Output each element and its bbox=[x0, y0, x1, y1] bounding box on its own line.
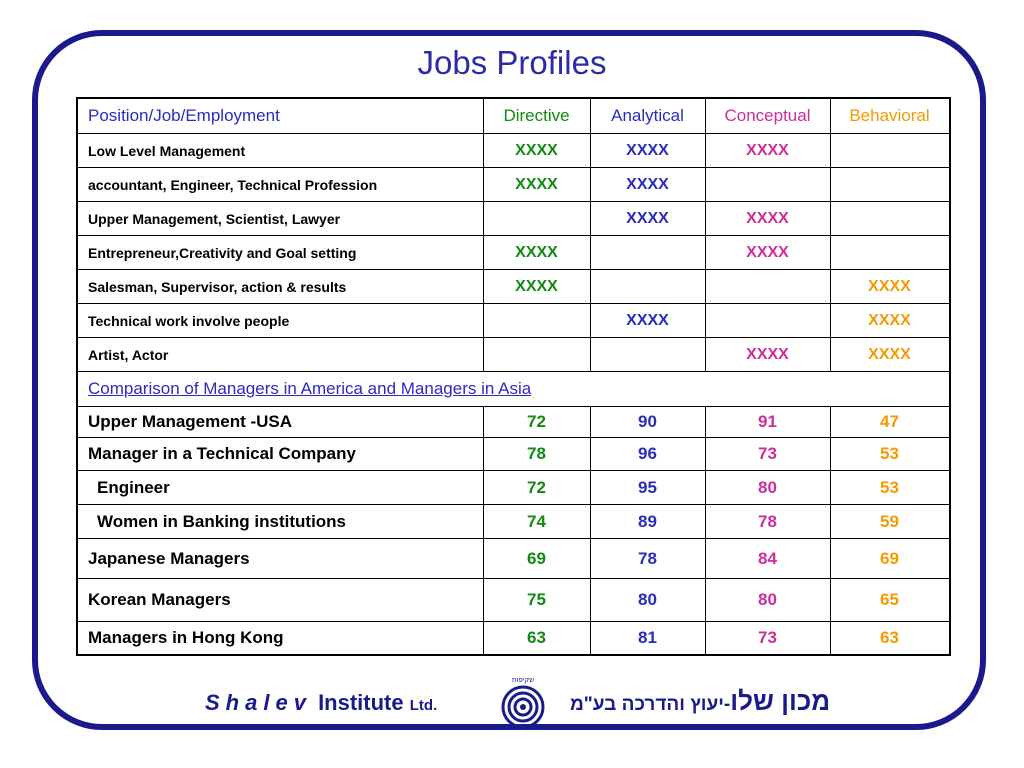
comparison-row bbox=[77, 407, 950, 438]
shalev-logo-icon bbox=[497, 674, 549, 730]
comparison-cell-analytical: 80 bbox=[590, 579, 705, 622]
brand-institute: Institute bbox=[318, 690, 404, 715]
comparison-cell-conceptual: 80 bbox=[705, 579, 830, 622]
comparison-row bbox=[77, 579, 950, 622]
comparison-cell-analytical: 78 bbox=[590, 539, 705, 579]
logo-text: שקיפות bbox=[511, 676, 535, 684]
comparison-cell-directive: 74 bbox=[483, 505, 590, 539]
comparison-label: Manager in a Technical Company bbox=[77, 438, 483, 471]
comparison-cell-directive: 69 bbox=[483, 539, 590, 579]
profile-cell-conceptual bbox=[705, 270, 830, 304]
comparison-cell-behavioral: 65 bbox=[830, 579, 950, 622]
profile-row bbox=[77, 304, 950, 338]
header-conceptual: Conceptual bbox=[705, 98, 830, 134]
comparison-cell-behavioral: 69 bbox=[830, 539, 950, 579]
comparison-cell-directive: 63 bbox=[483, 622, 590, 655]
comparison-cell-conceptual: 80 bbox=[705, 471, 830, 505]
section-row bbox=[77, 372, 950, 407]
comparison-cell-directive: 72 bbox=[483, 407, 590, 438]
comparison-row bbox=[77, 539, 950, 579]
comparison-label: Upper Management -USA bbox=[77, 407, 483, 438]
header-directive: Directive bbox=[483, 98, 590, 134]
comparison-cell-analytical: 89 bbox=[590, 505, 705, 539]
comparison-cell-directive: 75 bbox=[483, 579, 590, 622]
profile-cell-analytical: XXXX bbox=[590, 168, 705, 202]
header-analytical: Analytical bbox=[590, 98, 705, 134]
comparison-cell-directive: 78 bbox=[483, 438, 590, 471]
profile-label: Upper Management, Scientist, Lawyer bbox=[77, 202, 483, 236]
profile-cell-directive bbox=[483, 304, 590, 338]
profile-cell-behavioral: XXXX bbox=[830, 270, 950, 304]
profile-cell-analytical: XXXX bbox=[590, 304, 705, 338]
comparison-cell-analytical: 96 bbox=[590, 438, 705, 471]
comparison-row bbox=[77, 622, 950, 655]
profile-cell-analytical bbox=[590, 338, 705, 372]
profile-cell-behavioral: XXXX bbox=[830, 304, 950, 338]
comparison-cell-behavioral: 63 bbox=[830, 622, 950, 655]
profile-row bbox=[77, 202, 950, 236]
comparison-label: Women in Banking institutions bbox=[77, 505, 483, 539]
header-behavioral: Behavioral bbox=[830, 98, 950, 134]
profile-cell-conceptual: XXXX bbox=[705, 236, 830, 270]
comparison-cell-analytical: 81 bbox=[590, 622, 705, 655]
profile-cell-behavioral bbox=[830, 134, 950, 168]
profiles-table bbox=[76, 97, 951, 656]
profile-label: Salesman, Supervisor, action & results bbox=[77, 270, 483, 304]
profile-cell-behavioral bbox=[830, 236, 950, 270]
comparison-row bbox=[77, 438, 950, 471]
hebrew-brand bbox=[570, 686, 830, 717]
comparison-cell-conceptual: 91 bbox=[705, 407, 830, 438]
comparison-label: Korean Managers bbox=[77, 579, 483, 622]
profile-cell-analytical bbox=[590, 236, 705, 270]
profile-cell-directive bbox=[483, 202, 590, 236]
brand-ltd: Ltd. bbox=[409, 697, 438, 714]
comparison-cell-conceptual: 73 bbox=[705, 438, 830, 471]
hebrew-main: מכון שלו bbox=[730, 686, 831, 716]
comparison-label: Managers in Hong Kong bbox=[77, 622, 483, 655]
profile-cell-directive: XXXX bbox=[483, 236, 590, 270]
page-title: Jobs Profiles bbox=[417, 44, 607, 81]
comparison-label: Japanese Managers bbox=[77, 539, 483, 579]
profile-cell-directive: XXXX bbox=[483, 168, 590, 202]
comparison-cell-analytical: 90 bbox=[590, 407, 705, 438]
profile-cell-behavioral bbox=[830, 168, 950, 202]
profile-cell-conceptual: XXXX bbox=[705, 202, 830, 236]
profile-cell-conceptual: XXXX bbox=[705, 134, 830, 168]
profile-row bbox=[77, 168, 950, 202]
header-position: Position/Job/Employment bbox=[77, 98, 483, 134]
profile-label: Technical work involve people bbox=[77, 304, 483, 338]
comparison-row bbox=[77, 471, 950, 505]
profile-cell-directive: XXXX bbox=[483, 270, 590, 304]
profile-cell-behavioral: XXXX bbox=[830, 338, 950, 372]
profile-label: Low Level Management bbox=[77, 134, 483, 168]
comparison-cell-behavioral: 59 bbox=[830, 505, 950, 539]
comparison-cell-conceptual: 73 bbox=[705, 622, 830, 655]
section-title-link[interactable]: Comparison of Managers in America and Managers in Asia bbox=[88, 379, 532, 398]
comparison-cell-behavioral: 47 bbox=[830, 407, 950, 438]
profile-label: accountant, Engineer, Technical Profession bbox=[77, 168, 483, 202]
comparison-cell-conceptual: 84 bbox=[705, 539, 830, 579]
comparison-row bbox=[77, 505, 950, 539]
profile-row bbox=[77, 236, 950, 270]
profile-label: Entrepreneur,Creativity and Goal setting bbox=[77, 236, 483, 270]
comparison-cell-behavioral: 53 bbox=[830, 471, 950, 505]
comparison-cell-behavioral: 53 bbox=[830, 438, 950, 471]
profile-cell-conceptual bbox=[705, 304, 830, 338]
brand-name: Shalev bbox=[205, 690, 312, 715]
profile-cell-conceptual: XXXX bbox=[705, 338, 830, 372]
profile-row bbox=[77, 338, 950, 372]
profile-cell-behavioral bbox=[830, 202, 950, 236]
footer bbox=[0, 676, 1024, 732]
profile-cell-directive bbox=[483, 338, 590, 372]
profile-row bbox=[77, 134, 950, 168]
hebrew-sub: -יעוץ והדרכה בע"מ bbox=[570, 694, 731, 715]
profile-cell-analytical: XXXX bbox=[590, 134, 705, 168]
profile-cell-analytical: XXXX bbox=[590, 202, 705, 236]
comparison-cell-directive: 72 bbox=[483, 471, 590, 505]
table-header-row bbox=[77, 98, 950, 134]
comparison-cell-conceptual: 78 bbox=[705, 505, 830, 539]
brand-text bbox=[205, 690, 437, 716]
profile-cell-analytical bbox=[590, 270, 705, 304]
comparison-label: Engineer bbox=[77, 471, 483, 505]
comparison-cell-analytical: 95 bbox=[590, 471, 705, 505]
profile-cell-conceptual bbox=[705, 168, 830, 202]
profile-row bbox=[77, 270, 950, 304]
profile-label: Artist, Actor bbox=[77, 338, 483, 372]
profile-cell-directive: XXXX bbox=[483, 134, 590, 168]
